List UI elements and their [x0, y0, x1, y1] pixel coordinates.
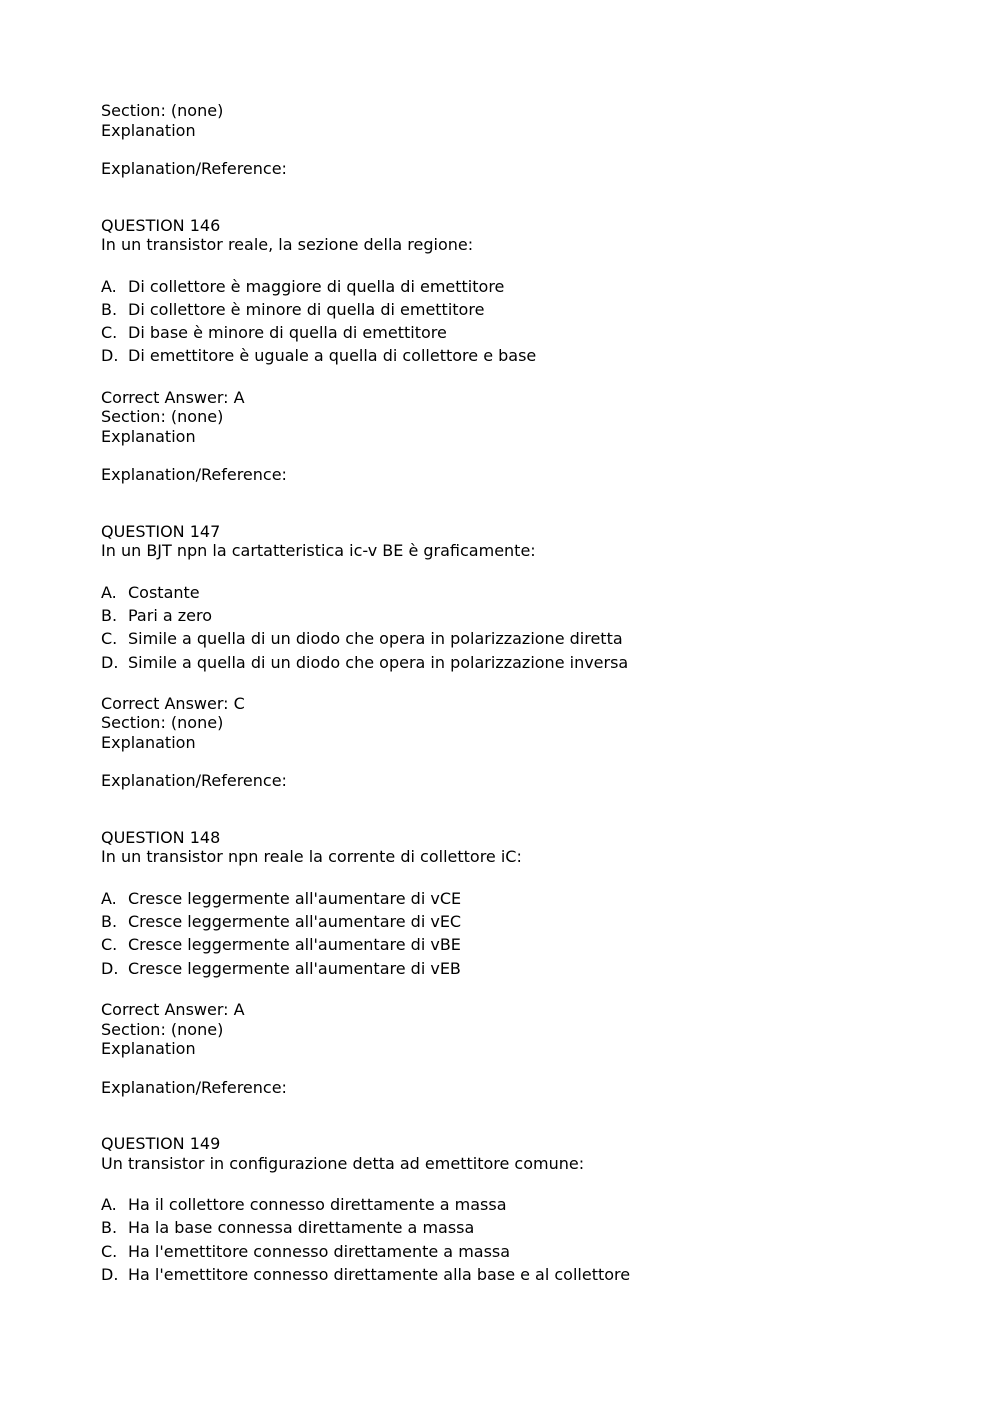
option-letter: D.: [101, 1264, 119, 1284]
explanation-label: Explanation: [101, 426, 196, 446]
option-text: Cresce leggermente all'aumentare di vBE: [128, 935, 461, 955]
question-block: [101, 1134, 961, 1286]
answer-option: [101, 321, 961, 344]
option-text: Cresce leggermente all'aumentare di vEB: [128, 958, 461, 978]
option-letter: B.: [101, 912, 118, 932]
option-text: Di base è minore di quella di emettitore: [128, 323, 447, 343]
answer-option: [101, 298, 961, 321]
option-letter: D.: [101, 958, 119, 978]
option-text: Cresce leggermente all'aumentare di vCE: [128, 888, 462, 908]
explanation-label: Explanation: [101, 732, 196, 752]
answer-option: [101, 910, 961, 933]
answer-option: [101, 1263, 961, 1286]
option-letter: A.: [101, 888, 117, 908]
question-text: In un transistor reale, la sezione della regione:: [101, 235, 474, 254]
correct-answer: Correct Answer: C: [101, 693, 245, 713]
answer-option: [101, 344, 961, 367]
explanation-reference: Explanation/Reference:: [101, 771, 287, 791]
answer-option: [101, 581, 961, 604]
option-text: Cresce leggermente all'aumentare di vEC: [128, 912, 462, 932]
question-block: [101, 828, 961, 1097]
answer-option: [101, 627, 961, 650]
question-title: QUESTION 147: [101, 521, 221, 541]
option-text: Costante: [128, 582, 200, 602]
lead-reference: Explanation/Reference:: [101, 159, 287, 178]
question-block: [101, 522, 961, 791]
option-letter: D.: [101, 652, 119, 672]
option-text: Ha l'emettitore connesso direttamente a massa: [128, 1241, 511, 1261]
option-text: Simile a quella di un diodo che opera in polarizzazione inversa: [128, 652, 629, 672]
answer-option: [101, 604, 961, 627]
answer-option: [101, 1240, 961, 1263]
option-letter: A.: [101, 1195, 117, 1215]
correct-answer: Correct Answer: A: [101, 1000, 245, 1020]
option-text: Pari a zero: [128, 605, 212, 625]
option-letter: B.: [101, 605, 118, 625]
question-title: QUESTION 148: [101, 827, 221, 847]
answer-option: [101, 887, 961, 910]
answer-options: [101, 1193, 961, 1286]
answer-options: [101, 275, 961, 368]
explanation-reference: Explanation/Reference:: [101, 1077, 287, 1097]
option-letter: C.: [101, 935, 118, 955]
option-letter: C.: [101, 1241, 118, 1261]
section-label: Section: (none): [101, 407, 224, 427]
option-text: Ha la base connessa direttamente a massa: [128, 1218, 475, 1238]
correct-answer: Correct Answer: A: [101, 387, 245, 407]
option-text: Di collettore è maggiore di quella di emettitore: [128, 276, 505, 296]
question-text: Un transistor in configurazione detta ad emettitore comune:: [101, 1153, 585, 1173]
answer-option: [101, 275, 961, 298]
section-label: Section: (none): [101, 713, 224, 733]
option-letter: C.: [101, 629, 118, 649]
answer-options: [101, 887, 961, 980]
explanation-reference: Explanation/Reference:: [101, 465, 287, 485]
option-text: Ha l'emettitore connesso direttamente alla base e al collettore: [128, 1264, 631, 1284]
option-text: Simile a quella di un diodo che opera in polarizzazione diretta: [128, 629, 623, 649]
option-letter: D.: [101, 346, 119, 366]
option-letter: C.: [101, 323, 118, 343]
answer-option: [101, 957, 961, 980]
answer-option: [101, 651, 961, 674]
answer-option: [101, 1216, 961, 1239]
option-letter: B.: [101, 1218, 118, 1238]
answer-option: [101, 933, 961, 956]
lead-section: Section: (none): [101, 101, 224, 120]
question-title: QUESTION 146: [101, 215, 221, 235]
section-label: Section: (none): [101, 1019, 224, 1039]
document-page: [101, 101, 961, 1306]
question-text: In un BJT npn la cartatteristica ic-v BE è graficamente:: [101, 541, 536, 561]
answer-option: [101, 1193, 961, 1216]
question-text: In un transistor npn reale la corrente di collettore iC:: [101, 847, 522, 867]
option-text: Di collettore è minore di quella di emettitore: [128, 299, 485, 319]
option-text: Ha il collettore connesso direttamente a massa: [128, 1195, 507, 1215]
question-block: [101, 216, 961, 485]
question-title: QUESTION 149: [101, 1134, 221, 1154]
option-letter: A.: [101, 276, 117, 296]
option-letter: B.: [101, 299, 118, 319]
option-text: Di emettitore è uguale a quella di collettore e base: [128, 346, 537, 366]
answer-options: [101, 581, 961, 674]
lead-explanation: Explanation: [101, 120, 196, 140]
explanation-label: Explanation: [101, 1039, 196, 1059]
option-letter: A.: [101, 582, 117, 602]
